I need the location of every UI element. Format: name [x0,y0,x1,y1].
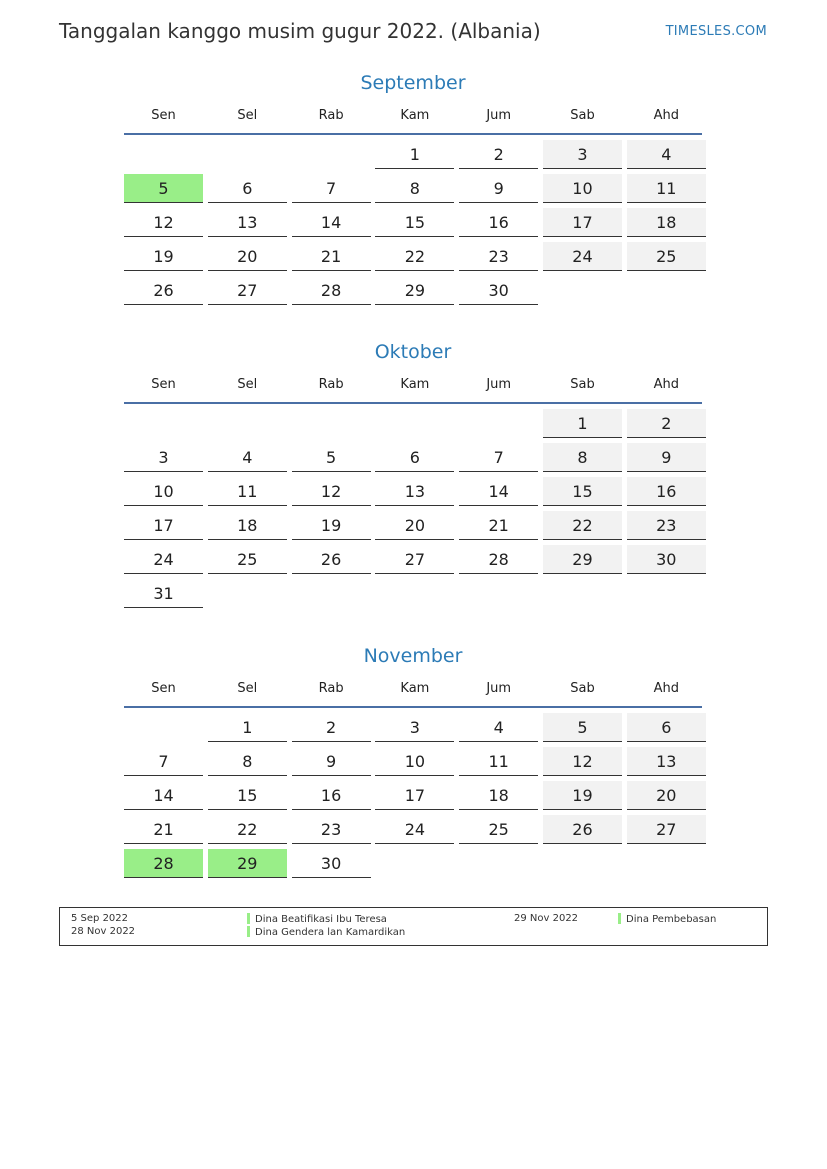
day-cell: 16 [459,208,538,237]
day-cell: 20 [208,242,287,271]
day-cell: 5 [543,713,622,742]
day-cell: 26 [124,276,203,305]
day-cell: 15 [208,781,287,810]
day-cell: 14 [459,477,538,506]
weekday-label: Sab [570,108,595,123]
day-cell: 28 [459,545,538,574]
day-cell: 25 [627,242,706,271]
day-cell: 1 [375,140,454,169]
day-cell: 10 [375,747,454,776]
day-cell: 23 [292,815,371,844]
day-cell: 21 [459,511,538,540]
day-cell: 9 [627,443,706,472]
day-cell: 4 [459,713,538,742]
day-cell: 7 [292,174,371,203]
day-cell: 20 [375,511,454,540]
weekday-label: Kam [400,108,430,123]
day-cell: 26 [292,545,371,574]
day-cell: 22 [375,242,454,271]
weekday-label: Ahd [653,681,679,696]
empty-cell [124,713,203,742]
day-cell: 25 [208,545,287,574]
day-cell: 28 [124,849,203,878]
empty-cell [292,409,371,438]
day-cell: 27 [208,276,287,305]
day-cell: 19 [543,781,622,810]
weekday-label: Sel [237,681,258,696]
page-title: Tanggalan kanggo musim gugur 2022. (Albania) [59,19,541,43]
weekday-label: Sen [151,377,176,392]
month-september [124,70,702,305]
empty-cell [459,409,538,438]
day-cell: 2 [627,409,706,438]
holiday-legend [59,907,768,946]
month-november [124,643,702,878]
weekday-label: Sen [151,681,176,696]
legend-holiday-name: Dina Beatifikasi Ibu Teresa [255,914,387,925]
day-cell: 18 [208,511,287,540]
legend-entry [247,926,405,939]
day-cell: 4 [208,443,287,472]
weekday-header [124,105,702,135]
day-cell: 16 [292,781,371,810]
day-cell: 11 [208,477,287,506]
weekday-label: Jum [486,377,512,392]
day-cell: 17 [375,781,454,810]
day-cell: 5 [124,174,203,203]
empty-cell [208,409,287,438]
day-cell: 18 [627,208,706,237]
day-cell: 19 [292,511,371,540]
day-cell: 9 [459,174,538,203]
weekday-label: Sel [237,377,258,392]
day-cell: 23 [459,242,538,271]
day-cell: 6 [375,443,454,472]
day-grid [124,409,702,608]
day-cell: 13 [208,208,287,237]
day-cell: 22 [543,511,622,540]
day-cell: 2 [459,140,538,169]
weekday-label: Rab [318,377,344,392]
day-grid [124,713,702,878]
legend-holiday-name: Dina Gendera lan Kamardikan [255,927,406,938]
day-cell: 22 [208,815,287,844]
day-cell: 10 [543,174,622,203]
day-cell: 7 [459,443,538,472]
empty-cell [292,140,371,169]
day-cell: 3 [124,443,203,472]
day-cell: 7 [124,747,203,776]
day-cell: 5 [292,443,371,472]
day-cell: 26 [543,815,622,844]
day-cell: 16 [627,477,706,506]
day-cell: 1 [208,713,287,742]
month-title: September [360,72,466,94]
day-cell: 8 [375,174,454,203]
day-cell: 28 [292,276,371,305]
day-cell: 24 [375,815,454,844]
weekday-label: Ahd [653,377,679,392]
day-cell: 3 [375,713,454,742]
day-cell: 13 [627,747,706,776]
day-cell: 13 [375,477,454,506]
legend-entry [247,913,387,926]
legend-date: 28 Nov 2022 [71,926,136,937]
day-cell: 21 [124,815,203,844]
day-cell: 31 [124,579,203,608]
day-cell: 23 [627,511,706,540]
day-cell: 12 [292,477,371,506]
day-cell: 3 [543,140,622,169]
weekday-label: Jum [486,681,512,696]
weekday-label: Sen [151,108,176,123]
weekday-label: Jum [486,108,512,123]
day-cell: 4 [627,140,706,169]
holiday-color-swatch [247,913,250,924]
day-cell: 15 [543,477,622,506]
weekday-header [124,374,702,404]
day-cell: 14 [292,208,371,237]
day-cell: 24 [543,242,622,271]
day-cell: 6 [627,713,706,742]
month-oktober [124,339,702,608]
day-cell: 14 [124,781,203,810]
weekday-label: Sab [570,377,595,392]
weekday-label: Rab [318,108,344,123]
day-cell: 9 [292,747,371,776]
legend-date: 5 Sep 2022 [71,913,129,924]
day-cell: 1 [543,409,622,438]
day-cell: 15 [375,208,454,237]
empty-cell [124,409,203,438]
day-cell: 10 [124,477,203,506]
day-cell: 29 [375,276,454,305]
weekday-label: Kam [400,377,430,392]
weekday-label: Kam [400,681,430,696]
month-title: November [363,645,463,667]
brand-link[interactable]: TIMESLES.COM [665,24,767,39]
day-cell: 20 [627,781,706,810]
day-cell: 8 [208,747,287,776]
day-cell: 11 [459,747,538,776]
day-cell: 24 [124,545,203,574]
empty-cell [375,409,454,438]
day-cell: 21 [292,242,371,271]
weekday-label: Sab [570,681,595,696]
day-cell: 8 [543,443,622,472]
day-cell: 29 [543,545,622,574]
weekday-label: Rab [318,681,344,696]
day-cell: 30 [627,545,706,574]
day-cell: 11 [627,174,706,203]
legend-date: 29 Nov 2022 [514,913,579,924]
day-cell: 27 [627,815,706,844]
month-title: Oktober [374,341,452,363]
day-cell: 30 [459,276,538,305]
day-cell: 27 [375,545,454,574]
weekday-label: Sel [237,108,258,123]
day-cell: 30 [292,849,371,878]
day-cell: 19 [124,242,203,271]
day-cell: 17 [124,511,203,540]
legend-entry [618,913,716,926]
day-cell: 12 [124,208,203,237]
day-cell: 6 [208,174,287,203]
day-cell: 18 [459,781,538,810]
day-cell: 29 [208,849,287,878]
legend-holiday-name: Dina Pembebasan [626,914,717,925]
day-cell: 25 [459,815,538,844]
holiday-color-swatch [618,913,621,924]
day-grid [124,140,702,305]
day-cell: 2 [292,713,371,742]
weekday-header [124,678,702,708]
empty-cell [124,140,203,169]
day-cell: 12 [543,747,622,776]
empty-cell [208,140,287,169]
weekday-label: Ahd [653,108,679,123]
holiday-color-swatch [247,926,250,937]
day-cell: 17 [543,208,622,237]
